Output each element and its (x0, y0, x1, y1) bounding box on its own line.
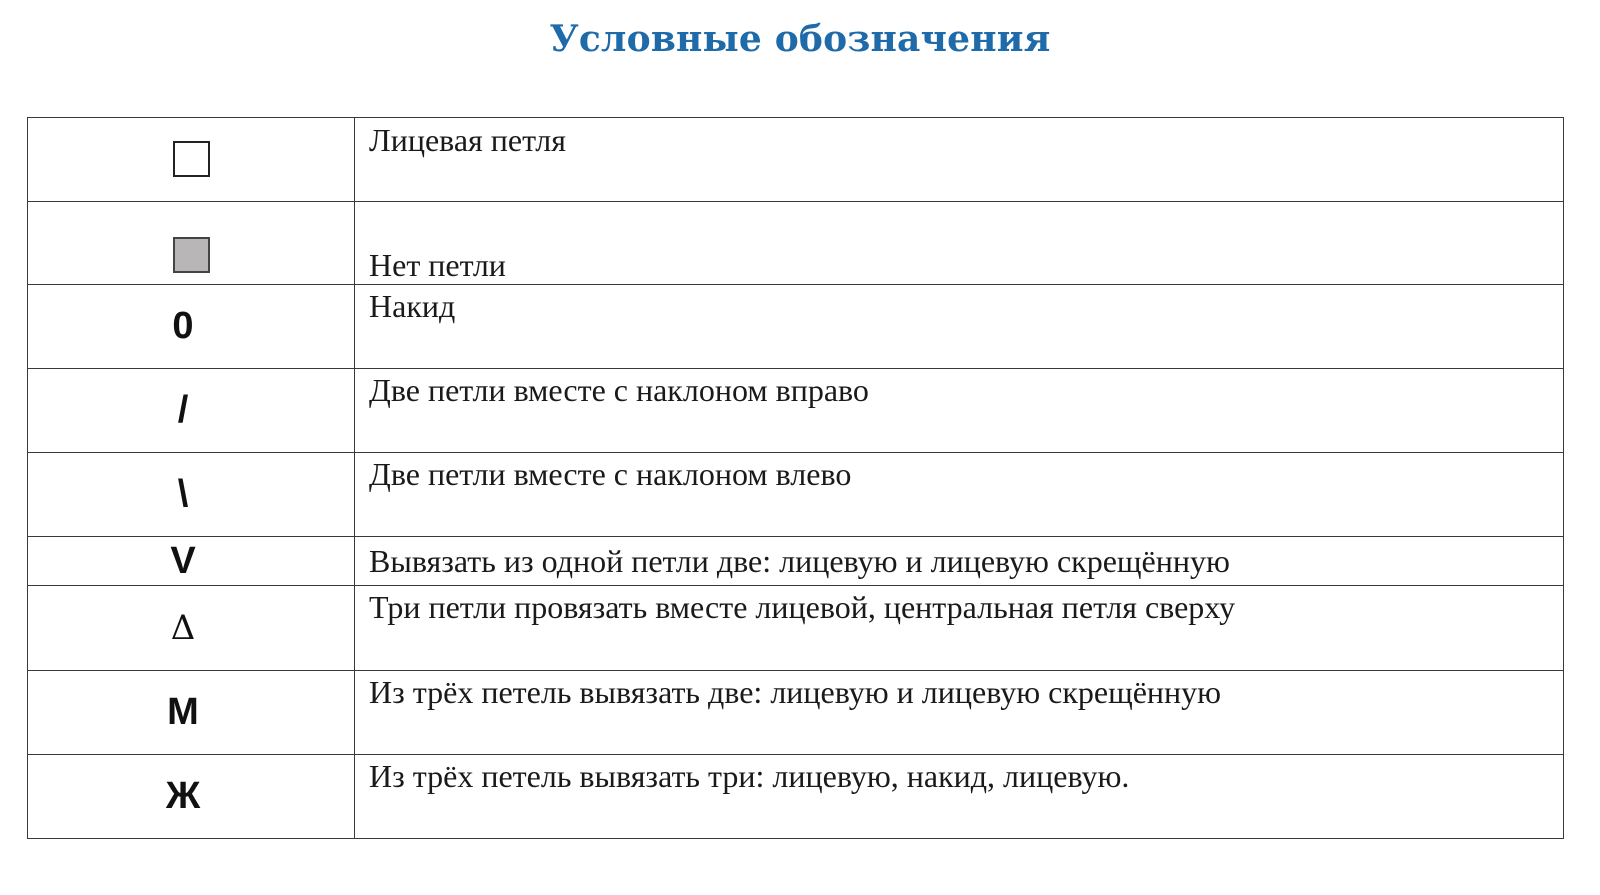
table-row (28, 755, 1564, 839)
legend-table (27, 117, 1564, 839)
description-cell: Из трёх петель вывязать две: лицевую и лицевую скрещённую (355, 671, 1564, 755)
description-cell: Две петли вместе с наклоном вправо (355, 369, 1564, 453)
symbol-cell (28, 537, 355, 586)
symbol-glyph: 0 (172, 305, 194, 347)
description-cell: Три петли провязать вместе лицевой, центральная петля сверху (355, 586, 1564, 671)
table-row (28, 285, 1564, 369)
symbol-glyph: Ж (165, 775, 201, 817)
symbol-glyph: \ (177, 473, 189, 515)
description-cell: Накид (355, 285, 1564, 369)
page-title: Условные обозначения (549, 18, 1051, 60)
symbol-glyph: Δ (170, 608, 196, 648)
symbol-cell (28, 285, 355, 369)
filled-gray-square-icon (173, 237, 210, 273)
table-row (28, 202, 1564, 285)
symbol-cell (28, 586, 355, 671)
description-cell: Из трёх петель вывязать три: лицевую, накид, лицевую. (355, 755, 1564, 839)
table-row (28, 586, 1564, 671)
description-cell: Лицевая петля (355, 118, 1564, 202)
symbol-glyph: М (167, 691, 199, 733)
description-cell: Нет петли (355, 202, 1564, 285)
symbol-cell (28, 453, 355, 537)
description-cell: Вывязать из одной петли две: лицевую и лицевую скрещённую (355, 537, 1564, 586)
symbol-glyph: V (170, 539, 196, 582)
symbol-cell (28, 118, 355, 202)
symbol-glyph: / (177, 389, 189, 431)
table-row (28, 118, 1564, 202)
table-row (28, 671, 1564, 755)
symbol-cell (28, 671, 355, 755)
table-row (28, 537, 1564, 586)
table-row (28, 369, 1564, 453)
symbol-cell (28, 369, 355, 453)
symbol-cell (28, 202, 355, 285)
empty-square-icon (173, 141, 210, 177)
description-cell: Две петли вместе с наклоном влево (355, 453, 1564, 537)
table-row (28, 453, 1564, 537)
symbol-cell (28, 755, 355, 839)
